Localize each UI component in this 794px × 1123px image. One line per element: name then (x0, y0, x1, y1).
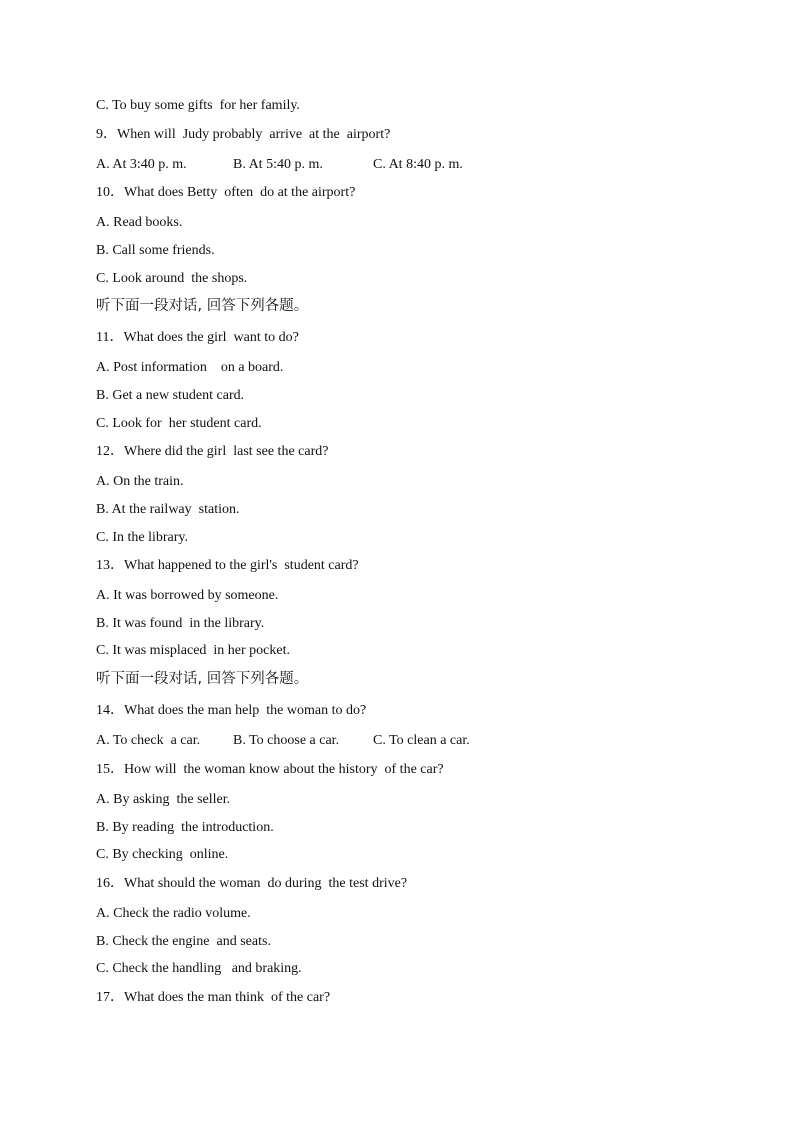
section-header: 听下面一段对话, 回答下列各题。 (96, 671, 309, 687)
q11-option-a: A. Post information on a board. (96, 360, 284, 375)
q13-option-c: C. It was misplaced in her pocket. (96, 643, 291, 658)
q9-option-b: B. At 5:40 p. m. (233, 157, 323, 172)
q16-option-a: A. Check the radio volume. (96, 906, 251, 921)
q12-option-c: C. In the library. (96, 530, 189, 545)
question-13: 13．What happened to the girl's student card? (96, 558, 359, 573)
q14-option-a: A. To check a car. (96, 733, 201, 748)
question-9: 9．When will Judy probably arrive at the airport? (96, 127, 391, 142)
question-15: 15．How will the woman know about the history of the car? (96, 762, 444, 777)
q10-option-b: B. Call some friends. (96, 243, 215, 258)
q15-option-a: A. By asking the seller. (96, 792, 231, 807)
q8-option-c: C. To buy some gifts for her family. (96, 98, 300, 113)
q16-option-b: B. Check the engine and seats. (96, 934, 271, 949)
q12-option-a: A. On the train. (96, 474, 184, 489)
question-10: 10．What does Betty often do at the airport? (96, 185, 356, 200)
q11-option-c: C. Look for her student card. (96, 416, 262, 431)
q13-option-a: A. It was borrowed by someone. (96, 588, 279, 603)
question-16: 16．What should the woman do during the test drive? (96, 876, 408, 891)
q10-option-c: C. Look around the shops. (96, 271, 248, 286)
question-12: 12．Where did the girl last see the card? (96, 444, 329, 459)
section-header: 听下面一段对话, 回答下列各题。 (96, 298, 309, 314)
q9-option-a: A. At 3:40 p. m. (96, 157, 187, 172)
q10-option-a: A. Read books. (96, 215, 183, 230)
q9-option-c: C. At 8:40 p. m. (373, 157, 463, 172)
q9-options (96, 156, 463, 174)
question-11: 11．What does the girl want to do? (96, 330, 299, 345)
q15-option-c: C. By checking online. (96, 847, 229, 862)
q13-option-b: B. It was found in the library. (96, 616, 265, 631)
q14-option-c: C. To clean a car. (373, 733, 470, 748)
q14-options (96, 732, 470, 750)
q14-option-b: B. To choose a car. (233, 733, 340, 748)
q16-option-c: C. Check the handling and braking. (96, 961, 302, 976)
question-17: 17．What does the man think of the car? (96, 990, 331, 1005)
q11-option-b: B. Get a new student card. (96, 388, 245, 403)
q12-option-b: B. At the railway station. (96, 502, 240, 517)
q15-option-b: B. By reading the introduction. (96, 820, 274, 835)
question-14: 14．What does the man help the woman to do? (96, 703, 367, 718)
